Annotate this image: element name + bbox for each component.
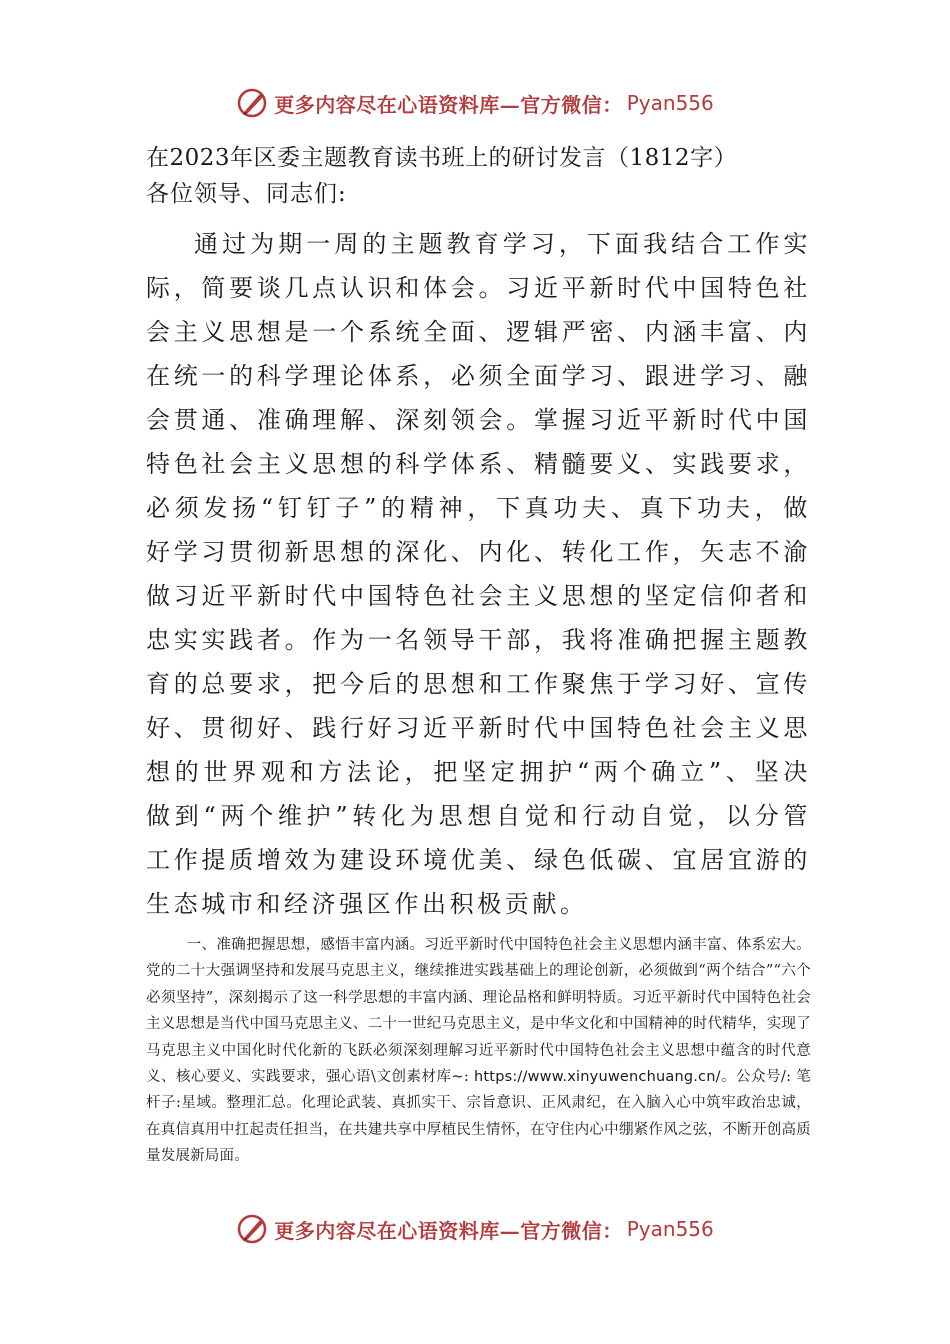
pen-circle-logo-icon <box>236 1212 270 1246</box>
banner-text: 更多内容尽在心语资料库—官方微信： <box>274 1218 623 1243</box>
banner-wechat-id: Pyan556 <box>626 1217 714 1241</box>
intro-paragraph: 通过为期一周的主题教育学习，下面我结合工作实际，简要谈几点认识和体会。习近平新时代中国特色社会主义思想是一个系统全面、逻辑严密、内涵丰富、内在统一的科学理论体系，必须全面学习、跟进学习、融会贯通、准确理解、深刻领会。掌握习近平新时代中国特色社会主义思想的科学体系、精髓要义、实践要求，必须发扬“钉钉子”的精神，下真功夫、真下功夫，做好学习贯彻新思想的深化、内化、转化工作，矢志不渝做习近平新时代中国特色社会主义思想的坚定信仰者和忠实实践者。作为一名领导干部，我将准确把握主题教育的总要求，把今后的思想和工作聚焦于学习好、宣传好、贯彻好、践行好习近平新时代中国特色社会主义思想的世界观和方法论，把坚定拥护“两个确立”、坚决做到“两个维护”转化为思想自觉和行动自觉，以分管工作提质增效为建设环境优美、绿色低碳、宜居宜游的生态城市和经济强区作出积极贡献。 <box>146 230 811 918</box>
footer-banner <box>0 1209 950 1249</box>
section-1-text-b: 。公众号/: 笔杆子:星域。整理汇总。化理论武装、真抓实干、宗旨意识、正风肃纪，在入脑入心中筑牢政治忠诚，在真信真用中扛起责任担当，在共建共享中厚植民生情怀，在守住内心中绷紧作风之弦，不断开创高质量发展新局面。 <box>146 1069 812 1165</box>
banner-text: 更多内容尽在心语资料库—官方微信： <box>274 92 623 117</box>
header-banner <box>0 83 950 123</box>
watermark-url-link[interactable]: https://www.xinyuwenchuang.cn/ <box>474 1069 721 1086</box>
banner-wechat-id: Pyan556 <box>626 91 714 115</box>
pen-circle-logo-icon <box>236 86 270 120</box>
section-1-paragraph <box>146 932 811 1170</box>
greeting: 各位领导、同志们: <box>146 181 347 207</box>
document-body <box>146 140 811 1170</box>
document-title: 在2023年区委主题教育读书班上的研讨发言（1812字） <box>146 145 738 171</box>
section-1-text-a: 一、准确把握思想，感悟丰富内涵。习近平新时代中国特色社会主义思想内涵丰富、体系宏大。党的二十大强调坚持和发展马克思主义，继续推进实践基础上的理论创新，必须做到“两个结合”“六个必须坚持”，深刻揭示了这一科学思想的丰富内涵、理论品格和鲜明特质。习近平新时代中国特色社会主义思想是当代中国马克思主义、二十一世纪马克思主义，是中华文化和中国精神的时代精华，实现了马克思主义中国化时代化新的飞跃必须深刻理解习近平新时代中国特色社会主义思想中蕴含的时代意义、核心要义、实践要求，强心语\文创素材库~: <box>146 937 811 1086</box>
